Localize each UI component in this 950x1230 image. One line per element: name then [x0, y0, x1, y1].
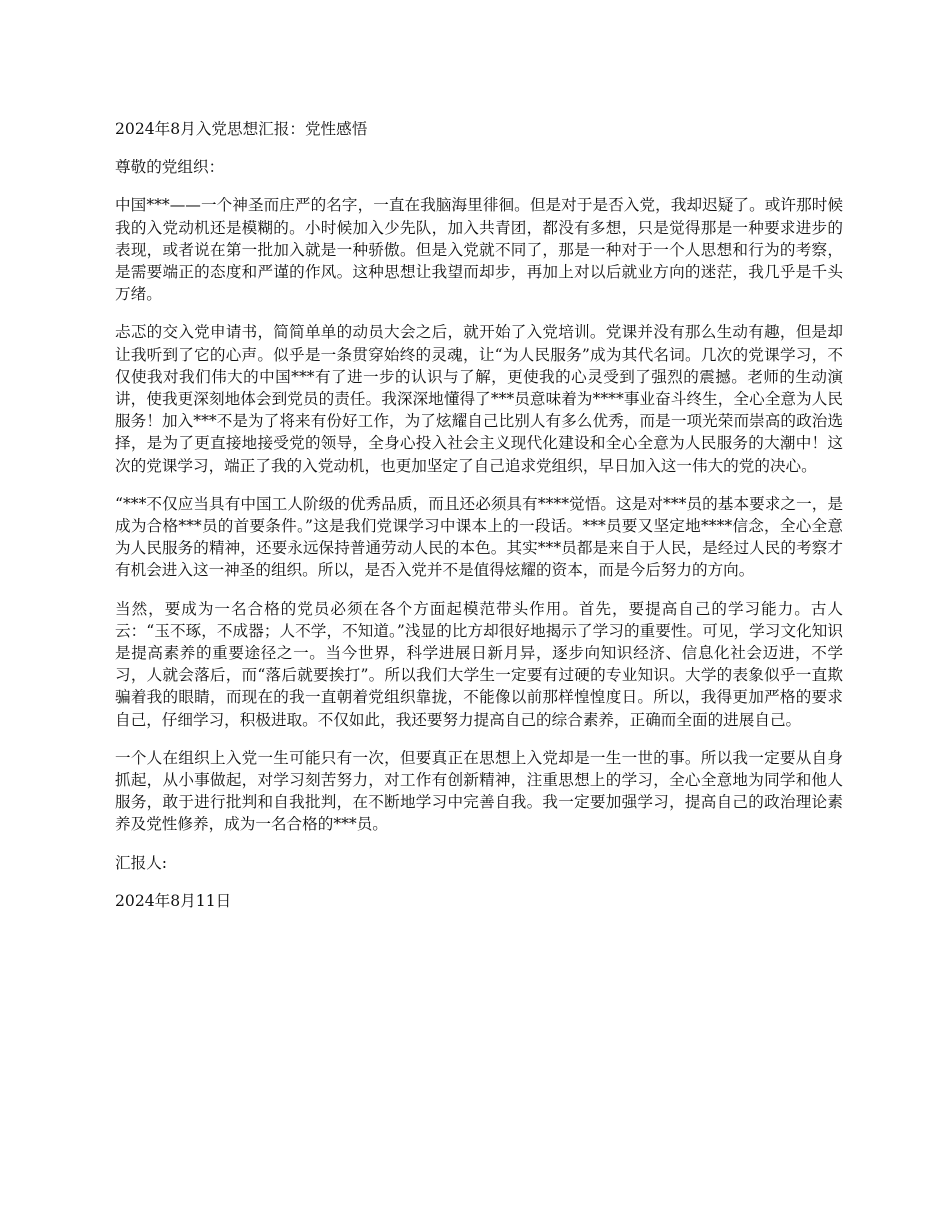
body-paragraph-3: “***不仅应当具有中国工人阶级的优秀品质，而且还必须具有****觉悟。这是对***员的基本要求之一，是成为合格***员的首要条件。”这是我们党课学习中课本上的一段话。***员要又坚定地****信念，全心全意为人民服务的精神，还要永远保持普通劳动人民的本色。其实***员都是来自于人民，是经过人民的考察才有机会进入这一神圣的组织。所以，是否入党并不是值得炫耀的资本，而是今后努力的方向。: [115, 494, 843, 580]
salutation: 尊敬的党组织：: [115, 158, 225, 177]
report-date: 2024年8月11日: [115, 891, 232, 910]
document-title: 2024年8月入党思想汇报：党性感悟: [115, 120, 368, 138]
body-paragraph-4: 当然，要成为一名合格的党员必须在各个方面起模范带头作用。首先，要提高自己的学习能力。古人云：“玉不琢，不成器；人不学，不知道。”浅显的比方却很好地揭示了学习的重要性。可见，学习文化知识是提高素养的重要途径之一。当今世界，科学进展日新月异，逐步向知识经济、信息化社会迈进，不学习，人就会落后，而“落后就要挨打”。所以我们大学生一定要有过硬的专业知识。大学的表象似乎一直欺骗着我的眼睛，而现在的我一直朝着党组织靠拢，不能像以前那样惶惶度日。所以，我得更加严格的要求自己，仔细学习，积极进取。不仅如此，我还要努力提高自己的综合素养，正确而全面的进展自己。: [115, 599, 843, 729]
document-page: [115, 118, 843, 912]
body-paragraph-5: 一个人在组织上入党一生可能只有一次，但要真正在思想上入党却是一生一世的事。所以我一定要从自身抓起，从小事做起，对学习刻苦努力，对工作有创新精神，注重思想上的学习，全心全意地为同学和他人服务，敢于进行批判和自我批判，在不断地学习中完善自我。我一定要加强学习，提高自己的政治理论素养及党性修养，成为一名合格的***员。: [115, 748, 843, 834]
body-paragraph-1: 中国***——一个神圣而庄严的名字，一直在我脑海里徘徊。但是对于是否入党，我却迟疑了。或许那时候我的入党动机还是模糊的。小时候加入少先队，加入共青团，都没有多想，只是觉得那是一种要求进步的表现，或者说在第一批加入就是一种骄傲。但是入党就不同了，那是一种对于一个人思想和行为的考察，是需要端正的态度和严谨的作风。这种思想让我望而却步，再加上对以后就业方向的迷茫，我几乎是千头万绪。: [115, 196, 843, 304]
signature-label: 汇报人:: [115, 853, 168, 872]
body-paragraph-2: 忐忑的交入党申请书，简简单单的动员大会之后，就开始了入党培训。党课并没有那么生动有趣，但是却让我听到了它的心声。似乎是一条贯穿始终的灵魂，让“为人民服务”成为其代名词。几次的党课学习，不仅使我对我们伟大的中国***有了进一步的认识与了解，更使我的心灵受到了强烈的震撼。老师的生动演讲，使我更深刻地体会到党员的责任。我深深地懂得了***员意味着为****事业奋斗终生，全心全意为人民服务！加入***不是为了将来有份好工作，为了炫耀自己比别人有多么优秀，而是一项光荣而崇高的政治选择，是为了更直接地接受党的领导，全身心投入社会主义现代化建设和全心全意为人民服务的大潮中！这次的党课学习，端正了我的入党动机，也更加坚定了自己追求党组织，早日加入这一伟大的党的决心。: [115, 323, 843, 475]
